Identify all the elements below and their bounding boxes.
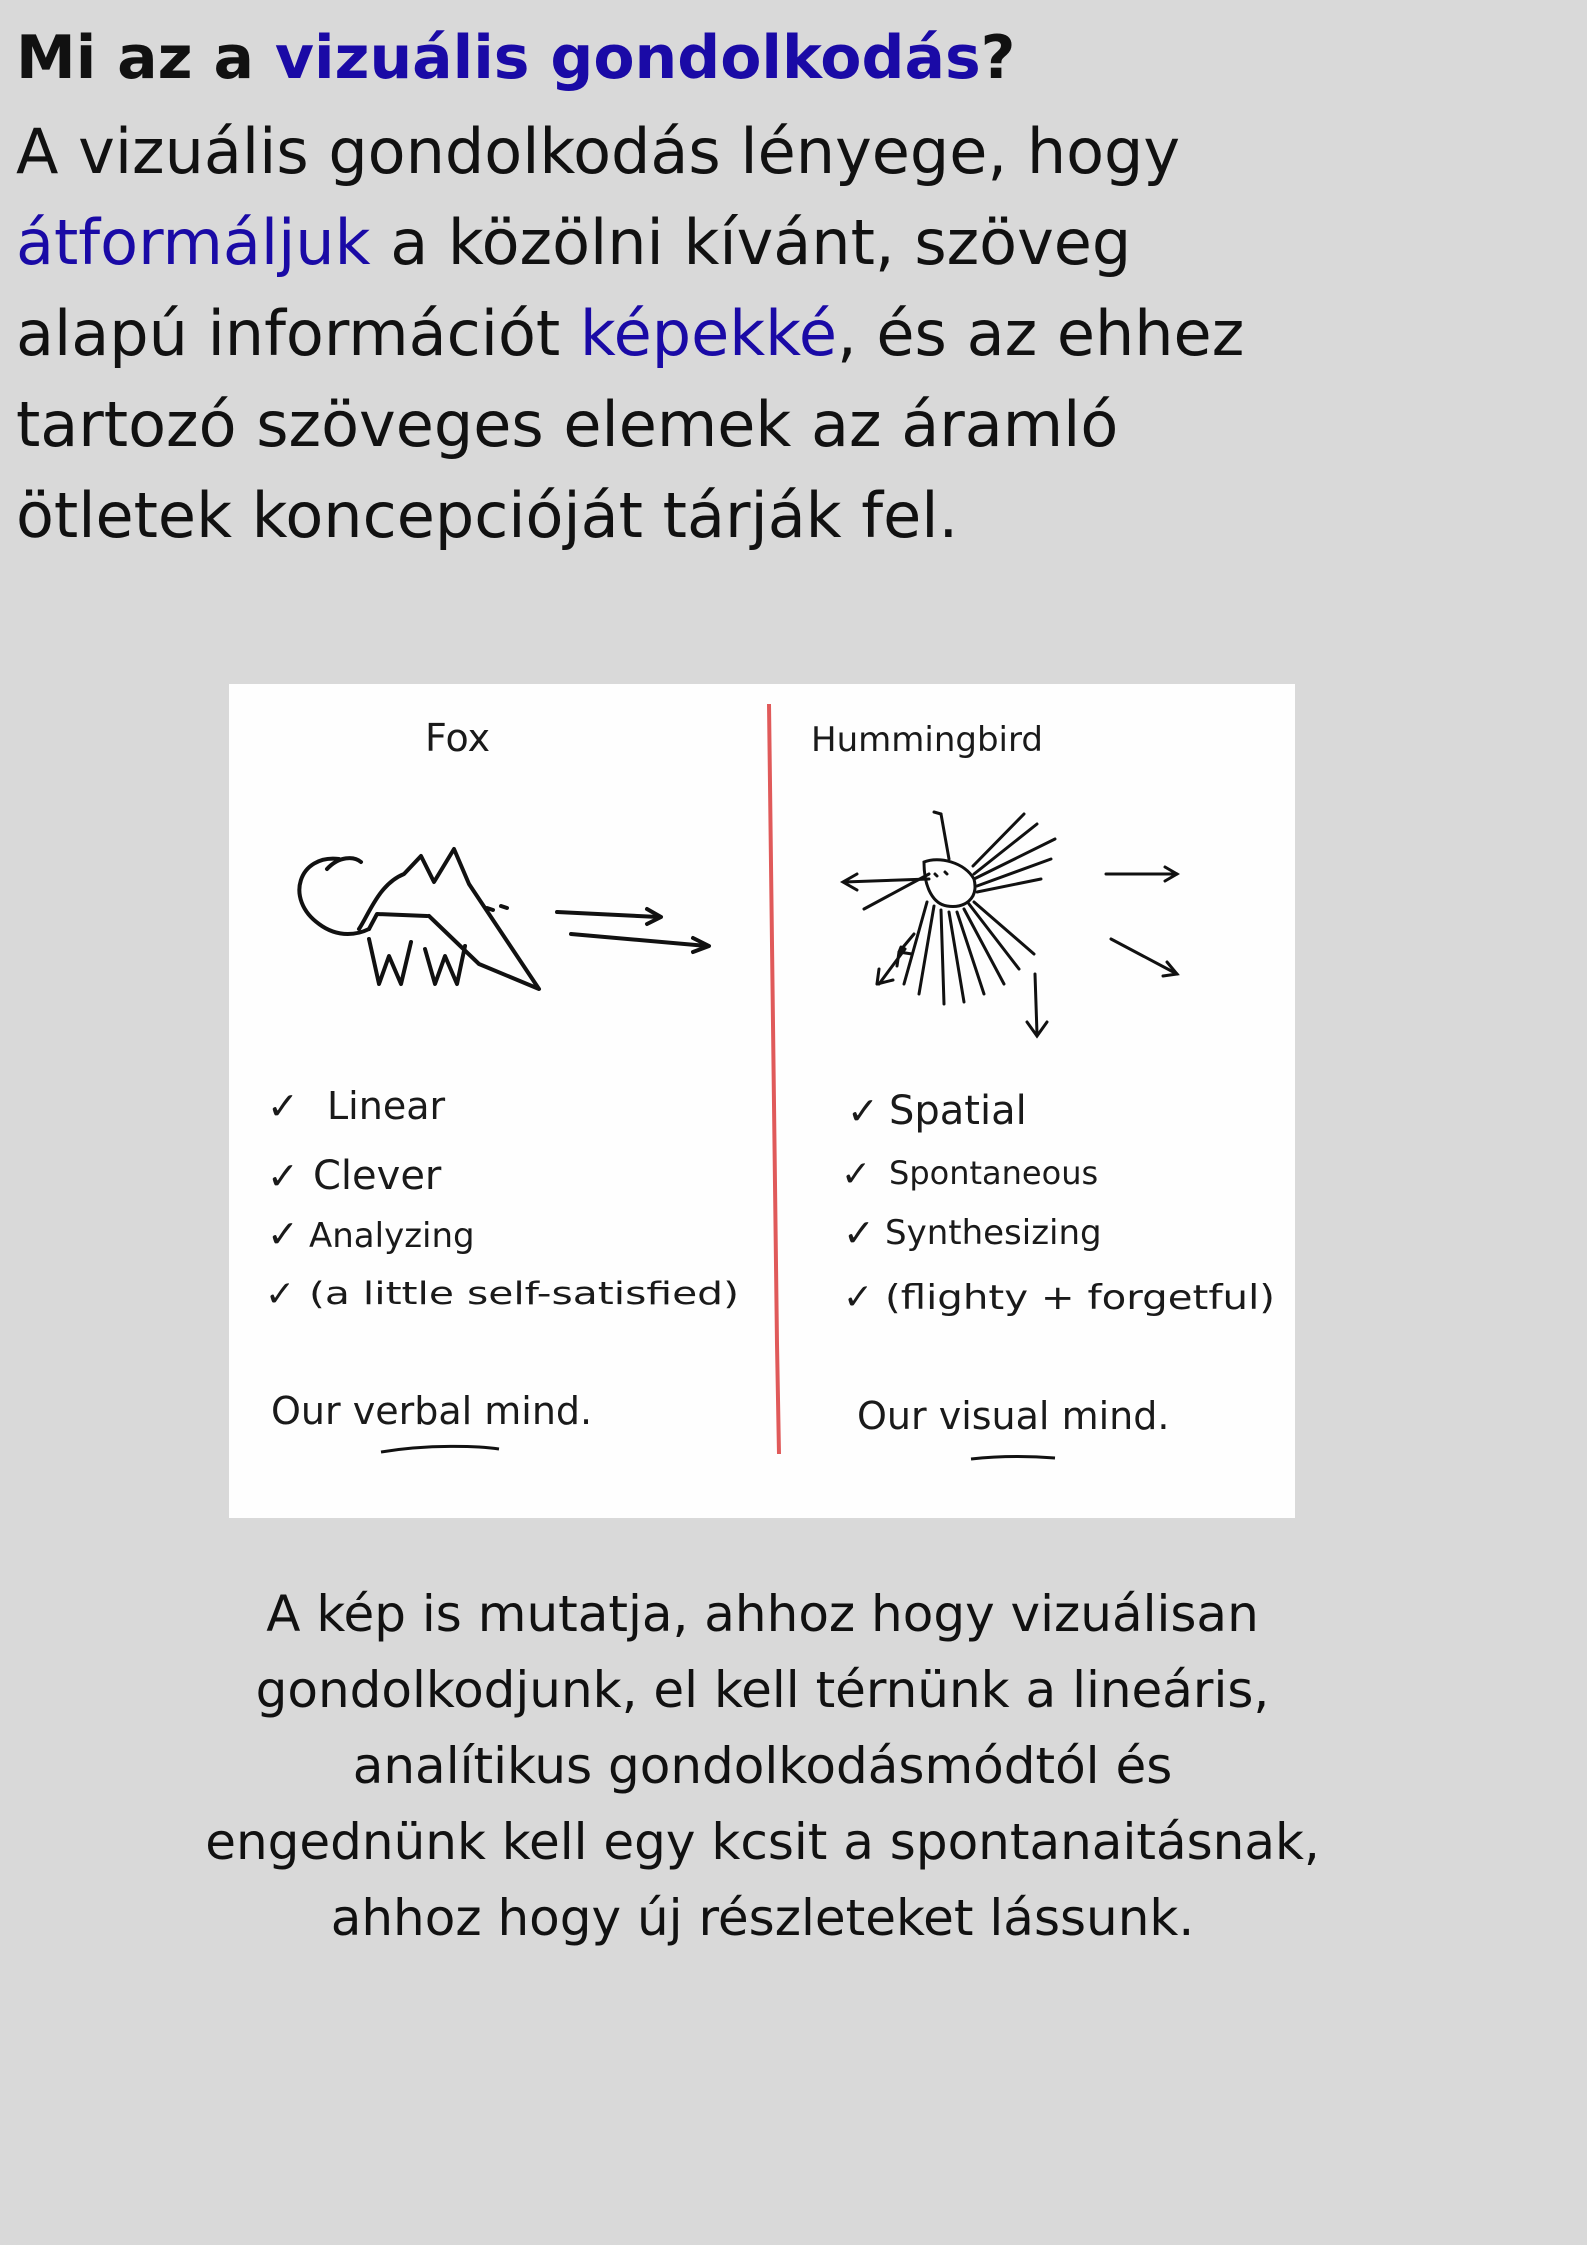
- hummingbird-drawing-icon: [829, 812, 1177, 1036]
- fox-check-2: ✓: [267, 1154, 299, 1198]
- bird-check-1: ✓: [847, 1089, 879, 1133]
- bird-footer-suffix: mind.: [1049, 1394, 1170, 1438]
- fox-check-4: ✓: [265, 1274, 296, 1315]
- intro-line-5: [16, 470, 1316, 561]
- page-title: [16, 18, 1015, 98]
- bird-trait-4: (flighty + forgetful): [885, 1278, 1275, 1318]
- bird-check-3: ✓: [843, 1211, 875, 1255]
- fox-hummingbird-illustration: [229, 684, 1295, 1518]
- verbal-underline: [381, 1446, 499, 1452]
- fox-footer-prefix: Our: [271, 1389, 353, 1433]
- divider-line: [769, 704, 779, 1454]
- bird-check-4: ✓: [843, 1277, 874, 1318]
- bird-footer: [857, 1394, 1169, 1438]
- fox-check-1: ✓: [267, 1084, 299, 1128]
- illustration-svg: [229, 684, 1295, 1518]
- title-suffix: ?: [980, 23, 1016, 93]
- title-prefix: Mi az a: [16, 23, 275, 93]
- fox-drawing-icon: [299, 849, 709, 989]
- bird-trait-1: Spatial: [889, 1088, 1027, 1134]
- hummingbird-heading: Hummingbird: [811, 720, 1043, 760]
- intro-highlight-atformaljuk: átformáljuk: [16, 206, 371, 279]
- title-highlight: vizuális gondolkodás: [274, 23, 981, 93]
- fox-footer-suffix: mind.: [472, 1389, 593, 1433]
- intro-line-3-end: , és az ehhez: [837, 297, 1245, 370]
- intro-line-4-text: tartozó szöveges elemek az áramló: [16, 388, 1119, 461]
- intro-line-4: [16, 379, 1316, 470]
- intro-line-3-start: alapú információt: [16, 297, 580, 370]
- caption-paragraph: [130, 1576, 1395, 1956]
- fox-trait-4: (a little self-satisfied): [309, 1276, 739, 1312]
- fox-traits-list: [265, 1084, 739, 1315]
- fox-heading: Fox: [425, 716, 491, 760]
- fox-trait-2: Clever: [313, 1153, 442, 1199]
- intro-line-5-text: ötletek koncepcióját tárják fel.: [16, 479, 959, 552]
- caption-line-2: gondolkodjunk, el kell térnünk a lineáris,: [255, 1661, 1270, 1719]
- caption-line-1: A kép is mutatja, ahhoz hogy vizuálisan: [266, 1585, 1259, 1643]
- bird-footer-emphasis: visual: [938, 1394, 1050, 1438]
- fox-footer-emphasis: verbal: [352, 1389, 473, 1433]
- fox-trait-1: Linear: [327, 1084, 446, 1128]
- bird-footer-prefix: Our: [857, 1394, 939, 1438]
- fox-check-3: ✓: [267, 1212, 299, 1256]
- bird-check-2: ✓: [841, 1154, 872, 1195]
- caption-line-4: engednünk kell egy kcsit a spontanaitásnak,: [205, 1813, 1320, 1871]
- hummingbird-traits-list: [841, 1088, 1275, 1318]
- caption-line-5: ahhoz hogy új részleteket lássunk.: [330, 1889, 1195, 1947]
- fox-footer: [271, 1389, 592, 1433]
- caption-line-3: analítikus gondolkodásmódtól és: [352, 1737, 1173, 1795]
- bird-trait-3: Synthesizing: [885, 1213, 1102, 1253]
- intro-line-2-text: a közölni kívánt, szöveg: [370, 206, 1132, 279]
- visual-underline: [971, 1457, 1055, 1459]
- intro-line-1: [16, 106, 1316, 197]
- bird-trait-2: Spontaneous: [889, 1154, 1099, 1192]
- intro-line-1-text: A vizuális gondolkodás lényege, hogy: [16, 115, 1181, 188]
- intro-paragraph: [16, 106, 1316, 561]
- intro-line-3: [16, 288, 1316, 379]
- fox-trait-3: Analyzing: [309, 1216, 475, 1256]
- intro-line-2: [16, 197, 1316, 288]
- intro-highlight-kepekke: képekké: [579, 297, 837, 370]
